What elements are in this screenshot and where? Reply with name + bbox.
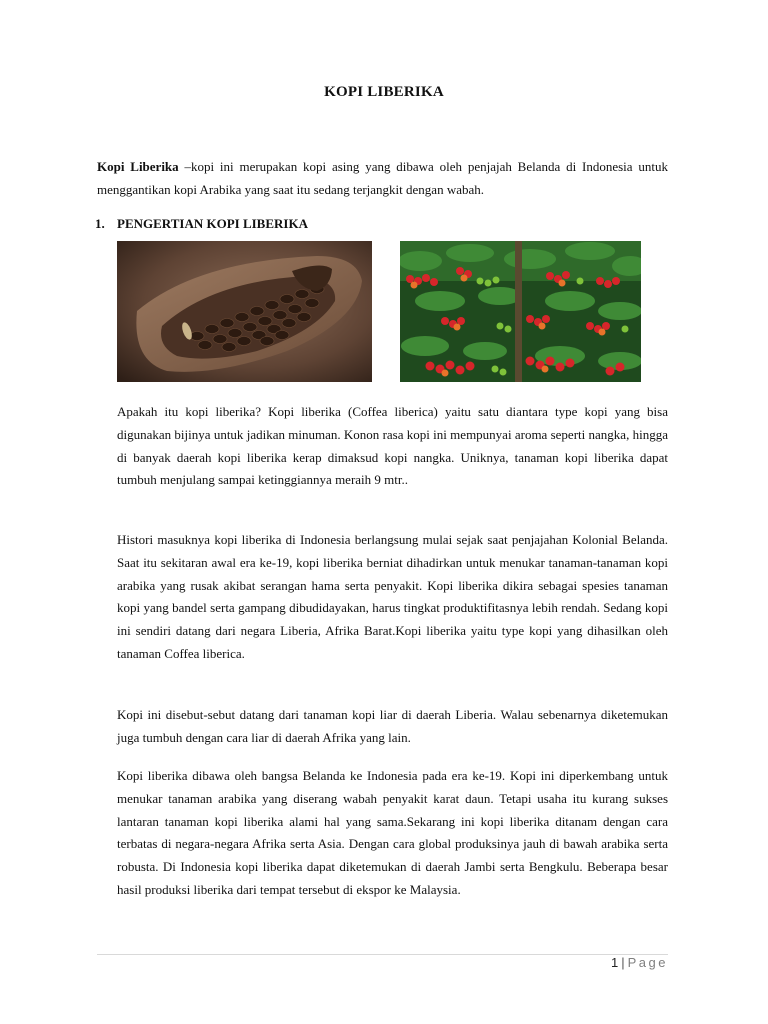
intro-paragraph xyxy=(97,155,668,201)
coffee-beans-image xyxy=(117,241,372,382)
intro-text: –kopi ini merupakan kopi asing yang dibawa oleh penjajah Belanda di Indonesia untuk menggantikan kopi Arabika yang saat itu sedang terjangkit dengan wabah. xyxy=(97,159,668,197)
paragraph-origin: Kopi ini disebut-sebut datang dari tanaman kopi liar di daerah Liberia. Walau sebenarnya diketemukan juga tumbuh dengan cara liar di daerah Afrika yang lain. xyxy=(117,707,668,745)
page-title: KOPI LIBERIKA xyxy=(324,84,444,100)
section-heading xyxy=(95,216,308,232)
page-label: Page xyxy=(627,955,668,970)
coffee-tree-photo xyxy=(400,241,641,382)
footer-divider xyxy=(97,954,668,955)
footer-separator: | xyxy=(621,955,625,970)
paragraph-history: Histori masuknya kopi liberika di Indonesia berlangsung mulai sejak saat penjajahan Kolonial Belanda. Saat itu sekitaran awal era ke-19, kopi liberika berniat dihadirkan untuk menukar tanaman-tanaman kopi arabika yang rusak akibat serangan hama serta penyakit. Kopi liberika dikira sebagai spesies tanaman kopi yang bandel serta gampang dibudidayakan, harus tingkat produktifitasnya lebih rendah. Sedang kopi ini sendiri datang dari negara Liberia, Afrika Barat.Kopi liberika yaitu type kopi yang dihasilkan oleh tanaman Coffea liberica. xyxy=(117,532,668,661)
coffee-cherries-image xyxy=(400,241,641,382)
coffee-beans-photo xyxy=(117,241,372,382)
page-number: 1 xyxy=(611,955,619,970)
section-title: PENGERTIAN KOPI LIBERIKA xyxy=(117,216,308,231)
page-footer xyxy=(611,955,668,970)
paragraph-definition: Apakah itu kopi liberika? Kopi liberika (Coffea liberica) yaitu satu diantara type kopi yang bisa digunakan bijinya untuk jadikan minuman. Konon rasa kopi ini mempunyai aroma seperti nangka, hingga di banyak daerah kopi liberika kerap dimaksud kopi nangka. Uniknya, tanaman kopi liberika dapat tumbuh menjulang sampai ketinggiannya meraih 9 mtr.. xyxy=(117,404,668,488)
intro-term: Kopi Liberika xyxy=(97,159,179,174)
section-number: 1. xyxy=(95,216,105,231)
paragraph-distribution: Kopi liberika dibawa oleh bangsa Belanda ke Indonesia pada era ke-19. Kopi ini diperkembang untuk menukar tanaman arabika yang diserang wabah penyakit karat daun. Tetapi usaha itu kurang sukses lantaran tanaman kopi liberika alami hal yang sama.Sekarang ini kopi liberika ditanam dengan cara terbatas di negara-negara Afrika serta Asia. Dengan cara global produksinya jauh di bawah arabika serta robusta. Di Indonesia kopi liberika dapat diketemukan di daerah Jambi serta Bengkulu. Beberapa besar hasil produksi liberika dari tempat tersebut di ekspor ke Malaysia. xyxy=(117,768,668,897)
